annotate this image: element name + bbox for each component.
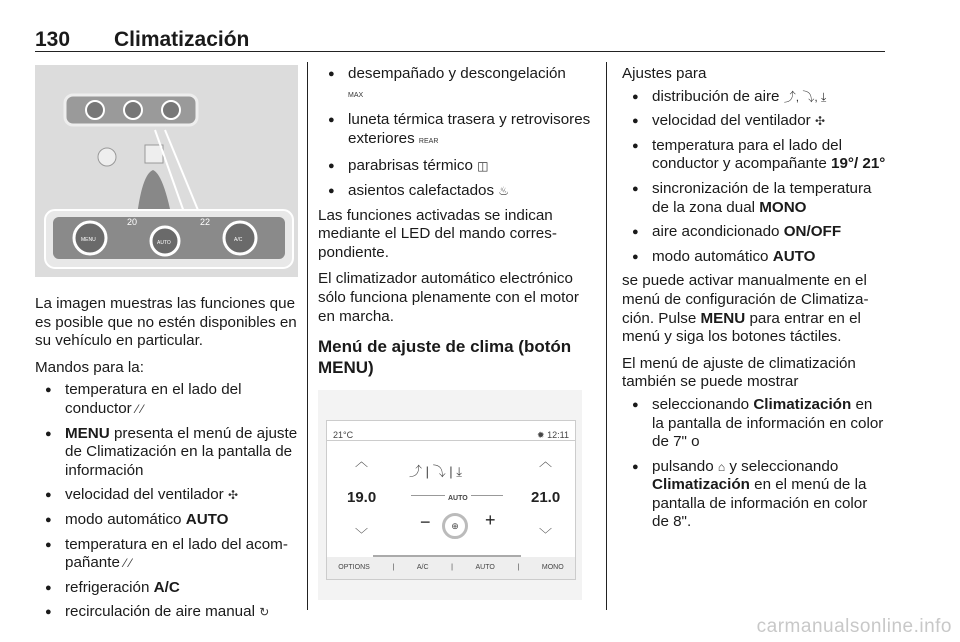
item-text: en la pantalla de información en color de 7" o	[652, 395, 884, 451]
item-bold: Climatización	[753, 395, 852, 413]
fan-icon: ⊕	[442, 513, 468, 539]
item-text: pulsando	[652, 457, 718, 475]
settings-intro: Ajustes para	[622, 65, 707, 82]
item-bold: ON/OFF	[783, 223, 842, 241]
column-divider	[606, 62, 607, 610]
list-item	[35, 511, 300, 530]
text-bold: MENU	[700, 309, 746, 327]
climate-menu-screen: 21°C ✹ 12:11 ︿ 19.0 ﹀ ⤴ | ⤵ | ⤓ AUTO − ⊕ + ︿ 21.0 ﹀ OPTIONS | A/C | AUTO | MONO	[318, 390, 582, 600]
image-caption: La imagen muestras las funciones que es posible que no estén disponibles en su vehículo en particular.	[35, 295, 297, 350]
watermark: carmanualsonline.info	[756, 616, 952, 637]
list-item	[318, 182, 598, 201]
temperature-knob-icon: ⁄ ⁄	[135, 401, 144, 416]
list-item	[622, 396, 887, 452]
options-button[interactable]: OPTIONS	[338, 563, 370, 571]
photo-ac-knob: A/C	[234, 237, 243, 243]
list-item	[35, 425, 300, 481]
item-text: en el menú de la pantalla de información en color de 8".	[652, 476, 868, 531]
item-text: distribución de aire	[652, 87, 784, 105]
item-text: modo automático	[65, 510, 186, 528]
settings-list	[622, 88, 887, 267]
item-text: sincronización de la temperatura de la zona dual	[652, 179, 872, 216]
list-item	[318, 157, 598, 176]
list-item	[318, 65, 598, 105]
column-3	[622, 65, 887, 538]
clock: 12:11	[547, 430, 569, 441]
right-temp-down-icon[interactable]: ﹀	[539, 527, 553, 543]
heated-seat-icon: ♨	[498, 183, 510, 198]
outside-temp: 21°C	[333, 430, 354, 441]
list-item	[622, 458, 887, 532]
item-text: aire acondicionado	[652, 223, 784, 241]
auto-label[interactable]: AUTO	[445, 490, 471, 509]
right-temp-up-icon[interactable]: ︿	[539, 454, 553, 470]
list-item	[35, 603, 300, 622]
mono-button[interactable]: MONO	[541, 563, 564, 571]
settings-icon: ✹	[537, 430, 545, 441]
home-icon: ⌂	[717, 459, 726, 474]
rear-defrost-icon: REAR	[418, 137, 439, 145]
column-2	[318, 65, 598, 606]
section-heading: Menú de ajuste de clima (botón MENU)	[318, 337, 572, 378]
list-item	[622, 248, 887, 267]
list-item	[622, 223, 887, 242]
list-item	[35, 486, 300, 505]
fan-icon: ✣	[814, 114, 826, 129]
item-text: refrigeración	[65, 578, 154, 596]
photo-left-temp: 20	[127, 217, 138, 227]
item-bold: MONO	[759, 198, 807, 216]
item-text: temperatura en el lado del acompañante	[65, 535, 288, 572]
item-text: luneta térmica trasera y retrovisores exteriores	[348, 111, 591, 147]
item-text: modo automático	[652, 247, 773, 265]
photo-auto-knob: AUTO	[157, 240, 171, 246]
list-item	[318, 111, 598, 151]
left-temp: 19.0	[347, 489, 377, 507]
item-text: velocidad del ventilador	[65, 486, 224, 504]
auto-button[interactable]: AUTO	[475, 563, 495, 571]
item-text: velocidad del ventilador	[652, 112, 815, 130]
text: se puede activar manualmente en el menú de configuración de Climatización. Pulse	[622, 272, 869, 327]
air-distribution-icon: ⤴, ⤵, ⤓	[783, 89, 827, 104]
column-divider	[307, 62, 308, 610]
controls-list	[35, 381, 300, 622]
ac-button[interactable]: A/C	[416, 563, 429, 571]
item-text: recirculación de aire manual	[65, 603, 255, 621]
page-header	[35, 26, 885, 52]
item-text: temperatura para el lado del conductor y acompañante	[652, 136, 842, 173]
item-text: temperatura en el lado del conductor	[65, 381, 242, 417]
text: para entrar en el menú y siga los botones táctiles.	[622, 309, 861, 346]
item-bold: MENU	[65, 424, 110, 442]
paragraph: El menú de ajuste de climatización también se puede mostrar	[622, 354, 856, 391]
paragraph: El climatizador automático electrónico sólo funciona plenamente con el motor en marcha.	[318, 270, 579, 325]
item-bold: Climatización	[652, 476, 750, 494]
item-text: asientos calefactados	[348, 181, 495, 199]
functions-list	[318, 65, 598, 201]
left-temp-up-icon[interactable]: ︿	[355, 454, 369, 470]
item-bold: A/C	[153, 578, 180, 596]
paragraph: Las funciones activadas se indican mediante el LED del mando correspondiente.	[318, 206, 557, 261]
list-item	[35, 536, 300, 573]
heated-windscreen-icon: ◫	[477, 159, 489, 174]
item-text: parabrisas térmico	[348, 157, 473, 175]
defrost-max-icon: MAX	[348, 91, 364, 99]
item-bold: 19°/ 21°	[831, 155, 886, 173]
fan-plus-button[interactable]: +	[485, 510, 496, 531]
list-item	[622, 112, 887, 131]
air-distribution-icons[interactable]: ⤴ | ⤵ | ⤓	[409, 464, 462, 480]
list-item	[35, 579, 300, 598]
item-text: desempañado y descongelación	[348, 65, 566, 82]
right-temp: 21.0	[531, 489, 561, 507]
fan-icon: ✣	[227, 488, 239, 503]
photo-right-temp: 22	[200, 217, 211, 227]
recirculation-icon: ↻	[259, 605, 270, 620]
list-item	[35, 381, 300, 418]
controls-intro: Mandos para la:	[35, 358, 144, 376]
list-item	[622, 180, 887, 217]
list-item	[622, 88, 887, 107]
display-options-list	[622, 396, 887, 532]
list-item	[622, 137, 887, 174]
fan-minus-button[interactable]: −	[420, 512, 431, 533]
paragraph	[622, 272, 887, 346]
item-text: seleccionando	[652, 395, 754, 413]
column-1	[35, 65, 300, 628]
left-temp-down-icon[interactable]: ﹀	[355, 527, 369, 543]
photo-menu-knob: MENU	[81, 237, 96, 243]
page-number: 130	[35, 28, 71, 51]
item-text: y seleccionando	[725, 457, 839, 475]
climate-panel-photo	[35, 65, 298, 277]
page-title: Climatización	[114, 28, 250, 51]
item-bold: AUTO	[185, 510, 229, 528]
temperature-knob-icon: ⁄ ⁄	[124, 556, 132, 571]
item-text: presenta el menú de ajuste de Climatización en la pantalla de información	[65, 424, 298, 479]
item-bold: AUTO	[772, 247, 816, 265]
